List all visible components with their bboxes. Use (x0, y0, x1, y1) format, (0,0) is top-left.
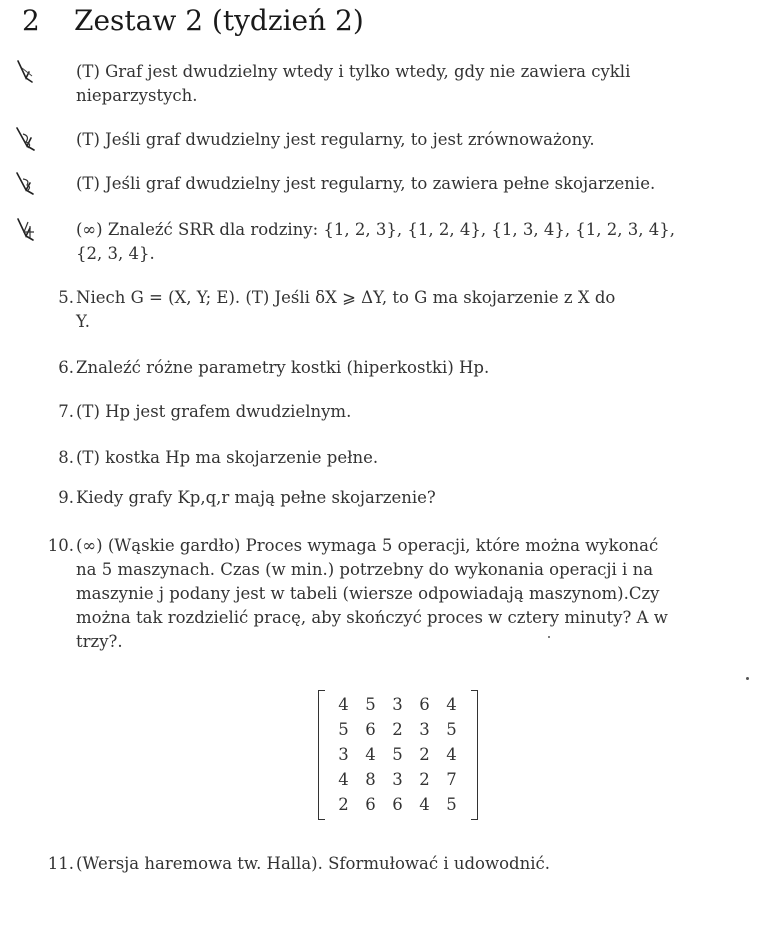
matrix-cell: 6 (365, 720, 376, 739)
matrix-cell: 5 (392, 745, 403, 764)
matrix-right-bracket (471, 690, 478, 820)
item-text (76, 60, 726, 108)
scan-speck (746, 677, 749, 680)
matrix-cell: 8 (365, 770, 376, 789)
item-text (76, 400, 726, 424)
matrix-cell: 5 (338, 720, 349, 739)
item-number: 10. (47, 536, 74, 555)
matrix-cell: 6 (419, 695, 430, 714)
matrix-cell: 3 (392, 770, 403, 789)
item-text (76, 852, 726, 876)
item-text (76, 356, 726, 380)
item-text (76, 534, 726, 654)
item-line: maszynie j podany jest w tabeli (wiersze odpowiadają maszynom).Czy (76, 584, 660, 603)
matrix-cell: 4 (365, 745, 376, 764)
matrix-cell: 3 (392, 695, 403, 714)
matrix-cell: 5 (365, 695, 376, 714)
item-line: {2, 3, 4}. (76, 244, 155, 263)
item-text (76, 218, 726, 266)
item-line: (Wersja haremowa tw. Halla). Sformułować i udowodnić. (76, 854, 550, 873)
matrix-cell: 4 (446, 695, 457, 714)
item-line: Kiedy grafy Kp,q,r mają pełne skojarzenie? (76, 488, 436, 507)
item-text (76, 486, 726, 510)
item-text (76, 286, 726, 334)
handwritten-tick-icon (12, 170, 42, 198)
matrix-cell: 4 (419, 795, 430, 814)
item-line: (∞) (Wąskie gardło) Proces wymaga 5 operacji, które można wykonać (76, 536, 659, 555)
handwritten-tick-icon (12, 216, 42, 244)
section-title (22, 4, 364, 38)
item-text (76, 128, 726, 152)
item-number: 11. (47, 854, 74, 873)
matrix-cell: 6 (365, 795, 376, 814)
section-heading: Zestaw 2 (tydzień 2) (74, 4, 364, 37)
item-line: na 5 maszynach. Czas (w min.) potrzebny do wykonania operacji i na (76, 560, 654, 579)
matrix-cell: 6 (392, 795, 403, 814)
matrix-cell: 3 (338, 745, 349, 764)
item-line: nieparzystych. (76, 86, 198, 105)
item-number: 9. (58, 488, 74, 507)
item-line: Znaleźć różne parametry kostki (hiperkostki) Hp. (76, 358, 490, 377)
matrix-cell: 2 (419, 770, 430, 789)
item-line: Niech G = (X, Y; E). (T) Jeśli δX ⩾ ΔY, to G ma skojarzenie z X do (76, 288, 616, 307)
item-line: Y. (76, 312, 91, 331)
operation-time-matrix (318, 690, 478, 820)
matrix-cell: 4 (338, 770, 349, 789)
matrix-cell: 7 (446, 770, 457, 789)
item-line: (T) kostka Hp ma skojarzenie pełne. (76, 448, 379, 467)
item-line: (T) Jeśli graf dwudzielny jest regularny, to jest zrównoważony. (76, 130, 595, 149)
scan-speck (548, 636, 550, 638)
item-number: 7. (58, 402, 74, 421)
item-line: trzy?. (76, 632, 123, 651)
item-number: 6. (58, 358, 74, 377)
matrix-grid (330, 692, 466, 817)
item-text (76, 446, 726, 470)
item-number: 5. (58, 288, 74, 307)
matrix-left-bracket (318, 690, 325, 820)
item-line: (T) Jeśli graf dwudzielny jest regularny, to zawiera pełne skojarzenie. (76, 174, 656, 193)
section-number: 2 (22, 4, 40, 37)
item-text (76, 172, 726, 196)
matrix-cell: 5 (446, 720, 457, 739)
handwritten-tick-icon (12, 58, 42, 86)
matrix-cell: 5 (446, 795, 457, 814)
item-line: (∞) Znaleźć SRR dla rodziny: {1, 2, 3}, {1, 2, 4}, {1, 3, 4}, {1, 2, 3, 4}, (76, 220, 676, 239)
item-number: 8. (58, 448, 74, 467)
item-line: można tak rozdzielić pracę, aby skończyć proces w cztery minuty? A w (76, 608, 668, 627)
item-line: (T) Hp jest grafem dwudzielnym. (76, 402, 352, 421)
item-line: (T) Graf jest dwudzielny wtedy i tylko wtedy, gdy nie zawiera cykli (76, 62, 631, 81)
handwritten-tick-icon (12, 126, 42, 154)
matrix-cell: 2 (392, 720, 403, 739)
matrix-cell: 4 (446, 745, 457, 764)
matrix-cell: 4 (338, 695, 349, 714)
matrix-cell: 3 (419, 720, 430, 739)
matrix-cell: 2 (419, 745, 430, 764)
matrix-cell: 2 (338, 795, 349, 814)
